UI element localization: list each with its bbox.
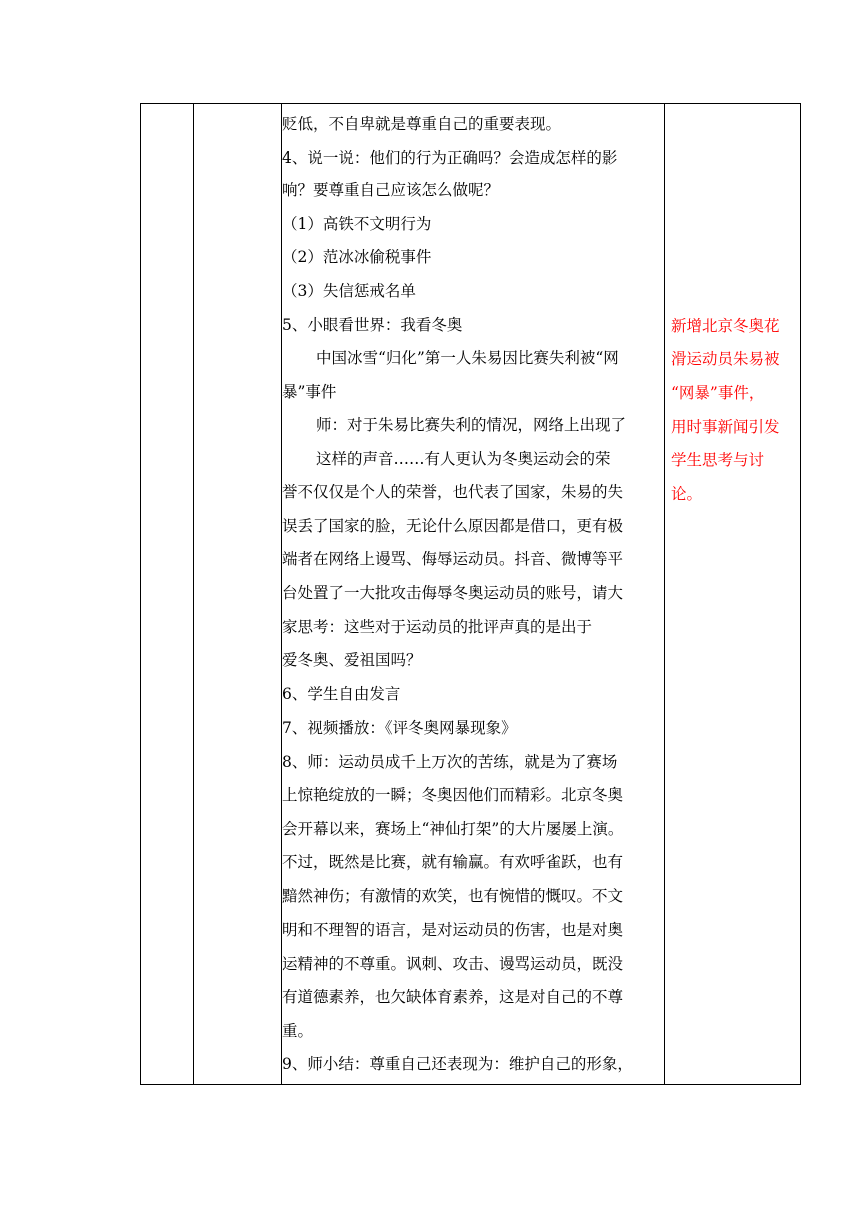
content-line: 4、说一说：他们的行为正确吗？会造成怎样的影: [282, 149, 618, 167]
content-line: （2）范冰冰偷税事件: [282, 248, 432, 266]
column-divider-1: [193, 104, 194, 1084]
content-line: （3）失信惩戒名单: [282, 282, 416, 300]
content-line: 8、师：运动员成千上万次的苦练，就是为了赛场: [282, 753, 618, 771]
content-line: 师：对于朱易比赛失利的情况，网络上出现了: [316, 416, 627, 434]
content-line: 运精神的不尊重。讽刺、攻击、谩骂运动员，既没: [282, 955, 624, 973]
note-line: 用时事新闻引发: [671, 418, 780, 436]
content-line: 中国冰雪“归化”第一人朱易因比赛失利被“网: [316, 349, 619, 367]
note-line: 新增北京冬奥花: [671, 317, 780, 335]
content-line: 7、视频播放：《评冬奥网暴现象》: [282, 719, 517, 737]
note-line: 滑运动员朱易被: [671, 350, 780, 368]
content-line: 会开幕以来，赛场上“神仙打架”的大片屡屡上演。: [282, 820, 624, 838]
content-line: 上惊艳绽放的一瞬；冬奥因他们而精彩。北京冬奥: [282, 786, 624, 804]
content-line: 响？要尊重自己应该怎么做呢？: [282, 181, 500, 199]
content-line: 贬低，不自卑就是尊重自己的重要表现。: [282, 115, 562, 133]
content-line: 暴”事件: [282, 383, 337, 401]
content-line: 有道德素养，也欠缺体育素养，这是对自己的不尊: [282, 988, 624, 1006]
content-line: 9、师小结：尊重自己还表现为：维护自己的形象，: [282, 1055, 633, 1073]
content-line: 爱冬奥、爱祖国吗？: [282, 651, 422, 669]
content-line: 家思考：这些对于运动员的批评声真的是出于: [282, 618, 593, 636]
content-line: 5、小眼看世界：我看冬奥: [282, 316, 463, 334]
content-line: 重。: [282, 1022, 314, 1040]
content-line: 误丢了国家的脸，无论什么原因都是借口，更有极: [282, 517, 624, 535]
content-line: 不过，既然是比赛，就有输赢。有欢呼雀跃，也有: [282, 853, 624, 871]
content-line: 誉不仅仅是个人的荣誉，也代表了国家，朱易的失: [282, 483, 624, 501]
note-line: “网暴”事件，: [671, 384, 765, 402]
column-divider-3: [664, 104, 665, 1084]
content-line: 6、学生自由发言: [282, 685, 401, 703]
note-line: 论。: [671, 485, 703, 503]
content-line: 这样的声音……有人更认为冬奥运动会的荣: [316, 450, 611, 468]
content-line: 台处置了一大批攻击侮辱冬奥运动员的账号，请大: [282, 584, 624, 602]
content-line: （1）高铁不文明行为: [282, 215, 432, 233]
content-line: 黯然神伤；有激情的欢笑，也有惋惜的慨叹。不文: [282, 887, 624, 905]
content-line: 端者在网络上谩骂、侮辱运动员。抖音、微博等平: [282, 550, 624, 568]
content-line: 明和不理智的语言，是对运动员的伤害，也是对奥: [282, 921, 624, 939]
note-line: 学生思考与讨: [671, 451, 765, 469]
